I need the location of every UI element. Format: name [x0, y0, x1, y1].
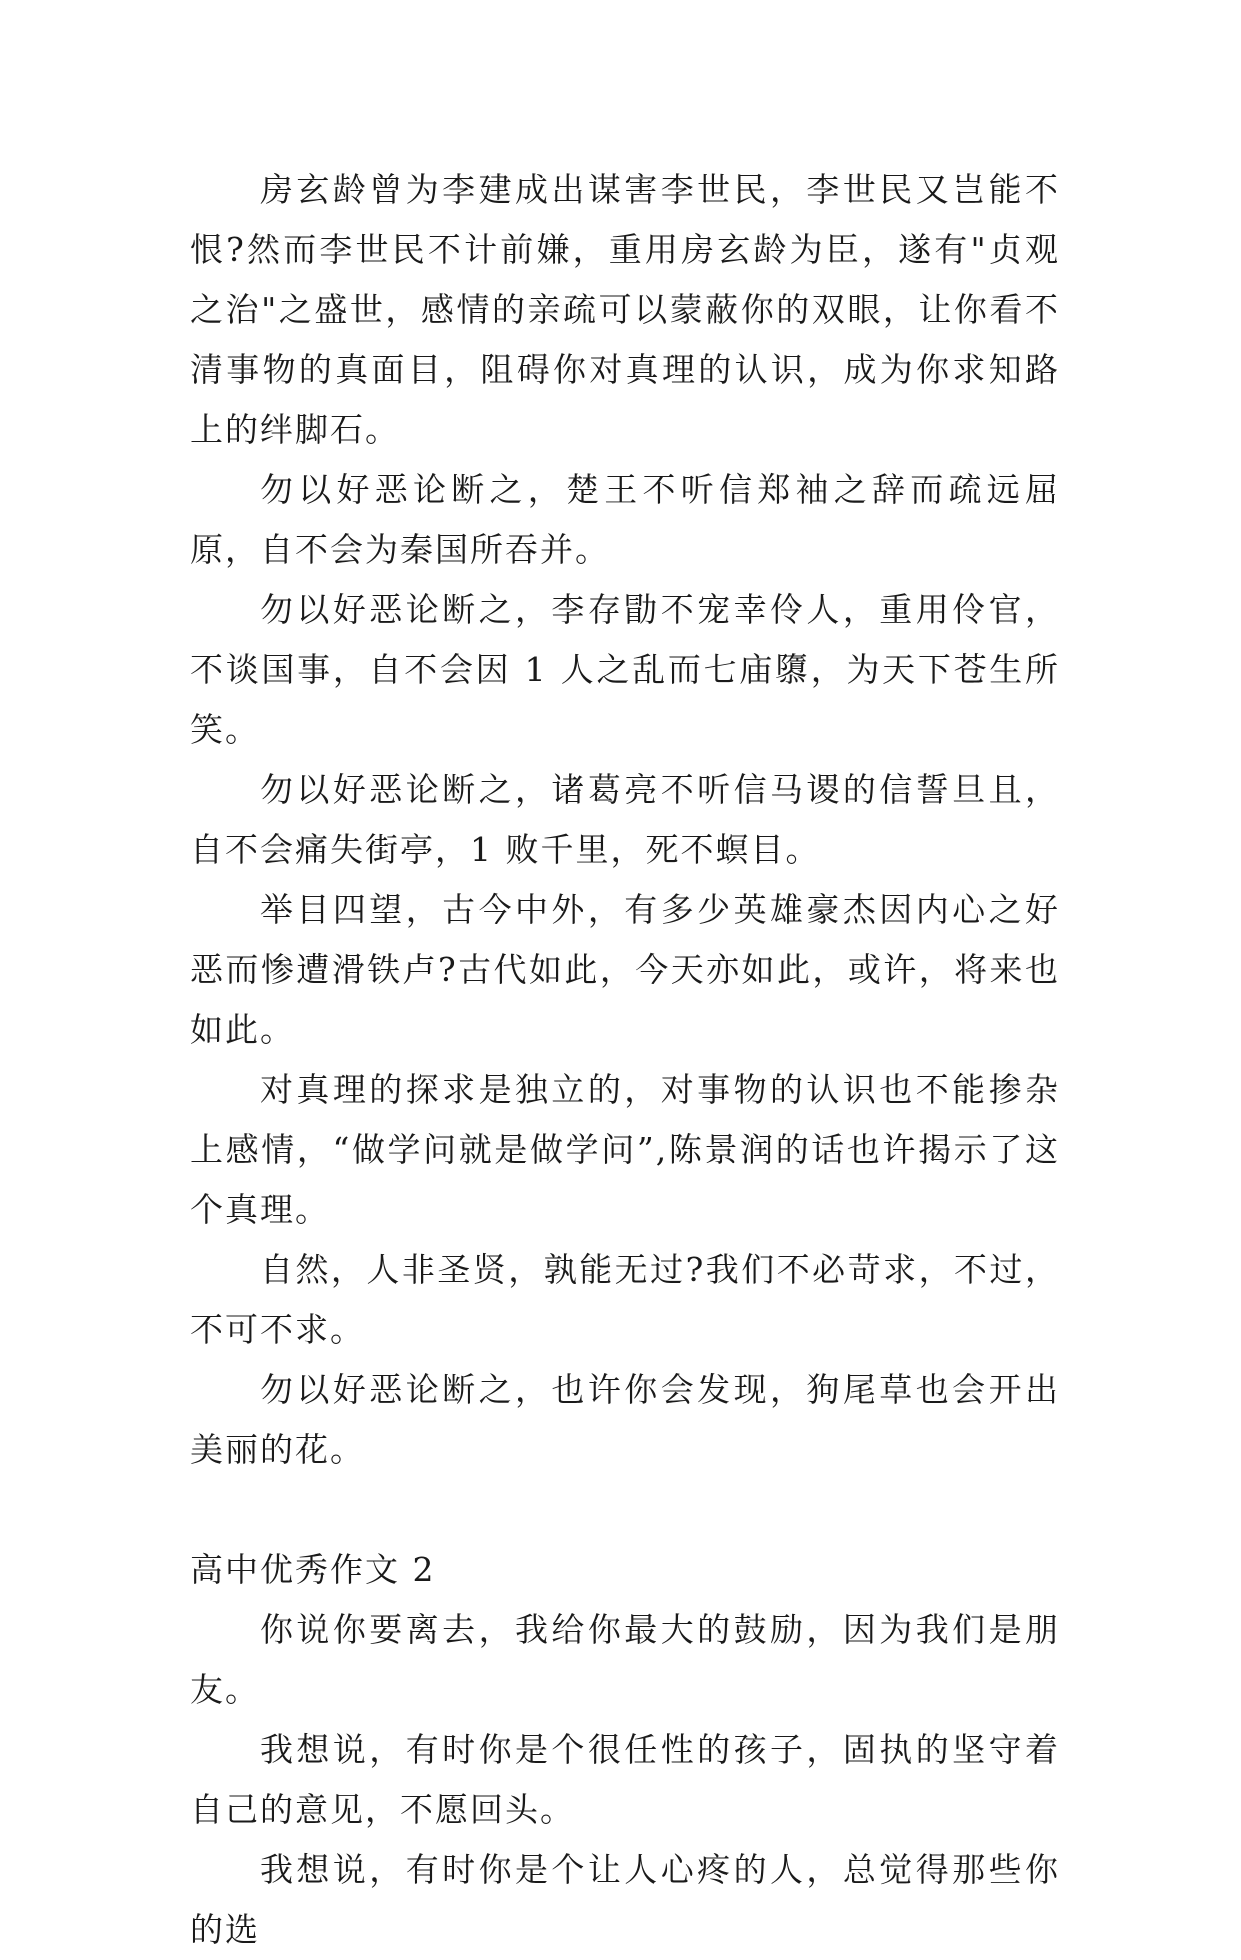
paragraph: 勿以好恶论断之，楚王不听信郑袖之辞而疏远屈原，自不会为秦国所吞并。 [190, 470, 1060, 569]
paragraph: 勿以好恶论断之，诸葛亮不听信马谡的信誓旦且，自不会痛失街亭，1 败千里，死不螟目。 [190, 770, 1060, 869]
paragraph: 勿以好恶论断之，也许你会发现，狗尾草也会开出美丽的花。 [190, 1370, 1060, 1469]
paragraph: 举目四望，古今中外，有多少英雄豪杰因内心之好恶而惨遭滑铁卢?古代如此，今天亦如此，或许，将来也如此。 [190, 890, 1060, 1049]
paragraph: 自然，人非圣贤，孰能无过?我们不必苛求，不过，不可不求。 [190, 1250, 1060, 1349]
section-heading: 高中优秀作文 2 [190, 1550, 436, 1589]
paragraph: 我想说，有时你是个让人心疼的人，总觉得那些你的选 [190, 1850, 1060, 1949]
paragraph: 对真理的探求是独立的，对事物的认识也不能掺杂上感情，“做学问就是做学问”,陈景润的话也许揭示了这个真理。 [190, 1070, 1060, 1229]
document-body [190, 160, 1060, 1960]
paragraph: 勿以好恶论断之，李存勖不宠幸伶人，重用伶官，不谈国事，自不会因 1 人之乱而七庙隳，为天下苍生所笑。 [190, 590, 1060, 749]
paragraph: 房玄龄曾为李建成出谋害李世民，李世民又岂能不恨?然而李世民不计前嫌，重用房玄龄为臣，遂有"贞观之治"之盛世，感情的亲疏可以蒙蔽你的双眼，让你看不清事物的真面目，阻碍你对真理的认识，成为你求知路上的绊脚石。 [190, 170, 1060, 449]
paragraph: 我想说，有时你是个很任性的孩子，固执的坚守着自己的意见，不愿回头。 [190, 1730, 1060, 1829]
paragraph: 你说你要离去，我给你最大的鼓励，因为我们是朋友。 [190, 1610, 1060, 1709]
